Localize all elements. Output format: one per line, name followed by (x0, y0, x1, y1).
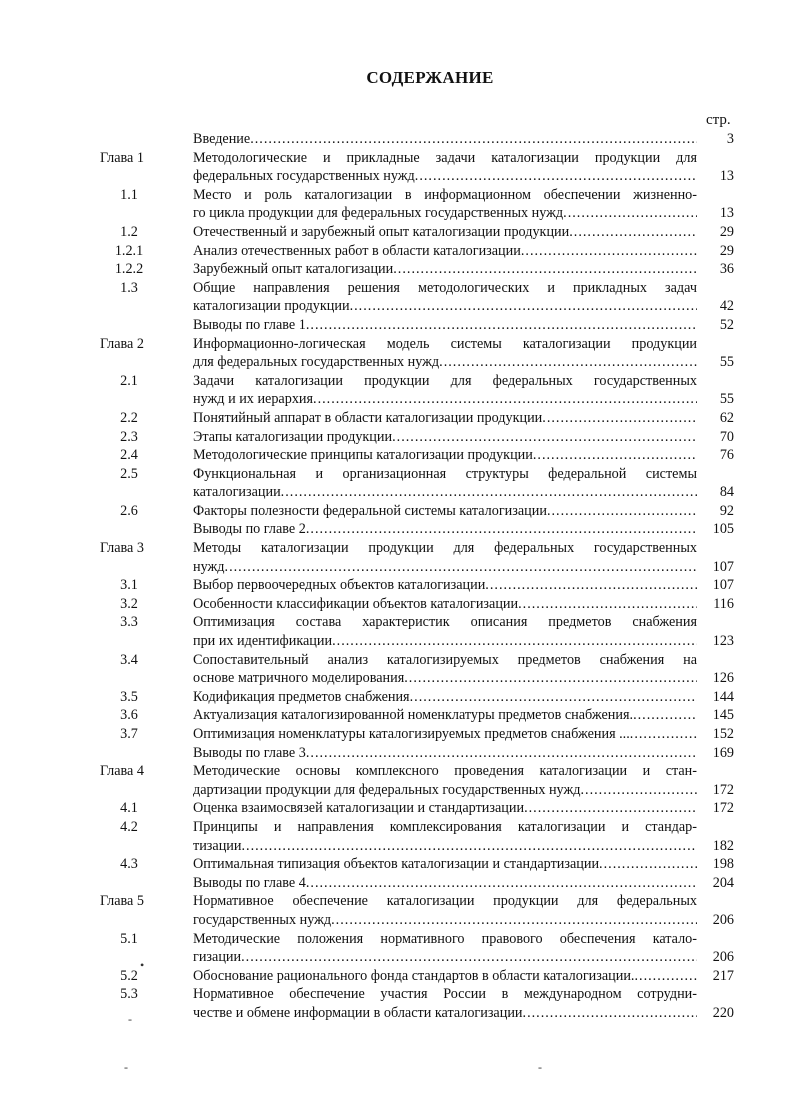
toc-entry-number: 3.6 (120, 707, 138, 724)
dot-leader (332, 632, 697, 651)
dot-leader (306, 316, 697, 335)
toc-entry-title: каталогизации продукции (193, 298, 350, 315)
dot-leader (599, 855, 697, 874)
toc-entry-line (0, 837, 794, 856)
toc-page-number: 206 (712, 911, 734, 928)
scan-speck: - (124, 1060, 128, 1074)
toc-page-number: 76 (719, 447, 734, 464)
toc-entry-title: основе матричного моделирования (193, 670, 405, 687)
toc-page-number: 92 (719, 502, 734, 519)
toc-page-number: 169 (712, 744, 734, 761)
toc-entry-title: Отечественный и зарубежный опыт каталогизации продукции (193, 223, 570, 240)
dot-leader (250, 130, 697, 149)
dot-leader (634, 967, 697, 986)
dot-leader (241, 948, 697, 967)
toc-entry-title: Методологические принципы каталогизации продукции (193, 447, 533, 464)
toc-entry-line (0, 316, 794, 335)
toc-page-number: 145 (712, 707, 734, 724)
toc-entry-number: 4.3 (120, 856, 138, 873)
dot-leader (404, 669, 697, 688)
toc-entry-line (0, 149, 794, 168)
toc-entry-line (0, 446, 794, 465)
toc-entry-line (0, 390, 794, 409)
toc-entry-title: Актуализация каталогизированной номенклатуры предметов снабжения. (193, 707, 634, 724)
toc-entry-line (0, 353, 794, 372)
toc-entry-number: 5.1 (120, 930, 138, 947)
toc-page-number: 206 (712, 949, 734, 966)
toc-entry-title: дартизации продукции для федеральных государственных нужд (193, 781, 581, 798)
toc-entry-number: 1.1 (120, 186, 138, 203)
toc-page-number: 84 (719, 484, 734, 501)
toc-entry-title: Оптимизация номенклатуры каталогизируемых предметов снабжения ... (193, 726, 630, 742)
toc-page-number: 152 (712, 726, 734, 742)
toc-entry-line (0, 892, 794, 911)
toc-entry-title: Зарубежный опыт каталогизации (193, 261, 394, 278)
toc-entry-line (0, 186, 794, 205)
toc-page-number: 29 (719, 223, 734, 240)
toc-entry-title: Выводы по главе 3 (193, 744, 306, 761)
toc-page-number: 55 (719, 391, 734, 408)
table-of-contents (0, 130, 794, 1023)
dot-leader (485, 576, 697, 595)
toc-entry-number: 2.3 (120, 428, 138, 445)
toc-page-number: 172 (712, 800, 734, 817)
toc-entry-title: Факторы полезности федеральной системы каталогизации (193, 502, 547, 519)
toc-entry-number: 2.5 (120, 465, 138, 482)
toc-entry-number: 3.4 (120, 651, 138, 668)
toc-entry-number: Глава 4 (100, 763, 144, 780)
toc-entry-number: Глава 5 (100, 893, 144, 910)
toc-entry-line (0, 874, 794, 893)
toc-entry-title: Оптимальная типизация объектов каталогизации и стандартизации (193, 856, 600, 873)
dot-leader (523, 1004, 697, 1023)
toc-entry-title: Общие направления решения методологических и прикладных задач (193, 279, 697, 296)
toc-entry-line (0, 632, 794, 651)
toc-entry-line (0, 725, 794, 744)
toc-entry-number: 1.2.1 (114, 242, 144, 259)
dot-leader (521, 242, 697, 261)
toc-entry-title: при их идентификации (193, 633, 333, 650)
toc-page-number: 55 (719, 354, 734, 371)
toc-entry-title: Выбор первоочередных объектов каталогизации (193, 577, 486, 594)
toc-entry-line (0, 465, 794, 484)
toc-entry-line (0, 297, 794, 316)
toc-entry-line (0, 985, 794, 1004)
toc-entry-title: Функциональная и организационная структуры федеральной системы (193, 465, 697, 482)
toc-entry-line (0, 502, 794, 521)
toc-entry-line (0, 539, 794, 558)
toc-entry-title: гизации (193, 949, 242, 966)
toc-entry-line (0, 409, 794, 428)
toc-entry-number: Глава 2 (100, 335, 144, 352)
toc-entry-line (0, 372, 794, 391)
toc-entry-number: 2.2 (120, 409, 138, 426)
toc-entry-title: Оценка взаимосвязей каталогизации и стандартизации (193, 800, 525, 817)
dot-leader (410, 688, 697, 707)
dot-leader (547, 502, 697, 521)
dot-leader (350, 297, 697, 316)
toc-page-number: 172 (712, 781, 734, 798)
toc-entry-title: Задачи каталогизации продукции для федеральных государственных (193, 372, 697, 389)
toc-page-number: 29 (719, 242, 734, 259)
toc-page-number: 52 (719, 316, 734, 333)
toc-entry-line (0, 651, 794, 670)
dot-leader (518, 595, 697, 614)
dot-leader (569, 223, 697, 242)
toc-page-number: 70 (719, 428, 734, 445)
toc-page-number: 42 (719, 298, 734, 315)
toc-entry-line (0, 911, 794, 930)
toc-entry-line (0, 242, 794, 261)
toc-entry-title: Обоснование рационального фонда стандартов в области каталогизации. (193, 967, 635, 984)
toc-entry-line (0, 223, 794, 242)
toc-entry-line (0, 279, 794, 298)
toc-entry-title: федеральных государственных нужд (193, 168, 415, 185)
toc-entry-line (0, 428, 794, 447)
toc-entry-line (0, 799, 794, 818)
toc-entry-line (0, 167, 794, 186)
toc-entry-title: Понятийный аппарат в области каталогизации продукции (193, 409, 543, 426)
toc-entry-line (0, 558, 794, 577)
dot-leader (542, 409, 697, 428)
toc-entry-line (0, 576, 794, 595)
toc-page-number: 116 (713, 595, 734, 612)
toc-entry-title: Выводы по главе 1 (193, 316, 306, 333)
toc-entry-line (0, 948, 794, 967)
toc-page-number: 220 (712, 1004, 734, 1021)
toc-entry-line (0, 1004, 794, 1023)
dot-leader (439, 353, 697, 372)
toc-entry-title: честве и обмене информации в области каталогизации (193, 1004, 523, 1021)
toc-entry-title: Особенности классификации объектов каталогизации (193, 595, 519, 612)
toc-page-number: 36 (719, 261, 734, 278)
toc-entry-number: 3.3 (120, 614, 138, 631)
toc-page-number: 62 (719, 409, 734, 426)
toc-entry-line (0, 855, 794, 874)
dot-leader (563, 204, 697, 223)
toc-entry-line (0, 130, 794, 149)
toc-page-number: 217 (712, 967, 734, 984)
toc-entry-number: 3.7 (120, 726, 138, 742)
toc-page-number: 182 (712, 837, 734, 854)
toc-entry-title: Введение (193, 131, 251, 147)
toc-entry-number: 4.2 (120, 818, 138, 835)
dot-leader (392, 428, 697, 447)
dot-leader (580, 781, 697, 800)
toc-page-number: 204 (712, 874, 734, 891)
toc-page-number: 3 (726, 131, 734, 147)
toc-entry-title: Кодификация предметов снабжения (193, 688, 410, 705)
page-column-header: стр. (706, 112, 731, 128)
toc-page-number: 13 (719, 168, 734, 185)
toc-entry-title: Нормативное обеспечение участия России в международном сотрудни- (193, 986, 697, 1003)
toc-page-number: 126 (712, 670, 734, 687)
toc-entry-title: для федеральных государственных нужд (193, 354, 440, 371)
toc-entry-title: го цикла продукции для федеральных государственных нужд (193, 205, 564, 222)
dot-leader (630, 725, 697, 744)
toc-entry-number: 1.3 (120, 279, 138, 296)
toc-entry-title: Нормативное обеспечение каталогизации продукции для федеральных (193, 893, 697, 910)
dot-leader (633, 706, 697, 725)
dot-leader (281, 483, 697, 502)
toc-entry-line (0, 967, 794, 986)
toc-entry-number: 3.1 (120, 577, 138, 594)
scan-speck: - (538, 1060, 542, 1074)
toc-entry-line (0, 669, 794, 688)
toc-entry-line (0, 204, 794, 223)
toc-entry-number: 4.1 (120, 800, 138, 817)
dot-leader (331, 911, 697, 930)
toc-entry-title: государственных нужд (193, 911, 332, 928)
toc-entry-title: Принципы и направления комплексирования каталогизации и стандар- (193, 818, 697, 835)
toc-entry-number: Глава 3 (100, 540, 144, 557)
toc-page-number: 123 (712, 633, 734, 650)
dot-leader (533, 446, 697, 465)
toc-entry-title: Информационно-логическая модель системы каталогизации продукции (193, 335, 697, 352)
toc-entry-line (0, 595, 794, 614)
toc-entry-title: Выводы по главе 4 (193, 874, 306, 891)
dot-leader (306, 520, 697, 539)
dot-leader (313, 390, 697, 409)
toc-entry-number: 2.1 (120, 372, 138, 389)
toc-entry-number: 5.2 (120, 967, 138, 984)
toc-entry-number: 1.2 (120, 223, 138, 240)
dot-leader (524, 799, 697, 818)
toc-entry-title: Оптимизация состава характеристик описания предметов снабжения (193, 614, 697, 631)
toc-entry-line (0, 930, 794, 949)
toc-entry-line (0, 613, 794, 632)
toc-entry-title: Этапы каталогизации продукции (193, 428, 393, 445)
toc-entry-title: Методические положения нормативного правового обеспечения катало- (193, 930, 697, 947)
toc-entry-line (0, 688, 794, 707)
scan-speck: • (140, 958, 145, 972)
toc-entry-title: Методологические и прикладные задачи каталогизации продукции для (193, 149, 697, 166)
toc-page-number: 107 (712, 577, 734, 594)
dot-leader (306, 744, 697, 763)
toc-entry-number: 5.3 (120, 986, 138, 1003)
toc-entry-number: 1.2.2 (114, 261, 144, 278)
toc-page-number: 198 (712, 856, 734, 873)
toc-page-number: 13 (719, 205, 734, 222)
toc-entry-number: 3.5 (120, 688, 138, 705)
toc-entry-line (0, 520, 794, 539)
toc-page-number: 144 (712, 688, 734, 705)
toc-entry-title: Место и роль каталогизации в информационном обеспечении жизненно- (193, 186, 697, 203)
toc-entry-line (0, 260, 794, 279)
toc-entry-line (0, 335, 794, 354)
toc-entry-title: Сопоставительный анализ каталогизируемых предметов снабжения на (193, 651, 697, 668)
toc-entry-title: каталогизации (193, 484, 281, 501)
toc-entry-title: Методические основы комплексного проведения каталогизации и стан- (193, 763, 697, 780)
page-title: СОДЕРЖАНИЕ (366, 68, 494, 87)
toc-entry-line (0, 781, 794, 800)
toc-entry-line (0, 762, 794, 781)
toc-entry-number: 3.2 (120, 595, 138, 612)
toc-entry-line (0, 744, 794, 763)
toc-page-number: 105 (712, 521, 734, 538)
toc-entry-title: Методы каталогизации продукции для федеральных государственных (193, 540, 697, 557)
toc-entry-title: нужд (193, 558, 225, 575)
toc-entry-line (0, 818, 794, 837)
dot-leader (225, 558, 697, 577)
dot-leader (393, 260, 697, 279)
toc-entry-number: 2.6 (120, 502, 138, 519)
toc-entry-number: Глава 1 (100, 149, 144, 166)
toc-entry-title: Выводы по главе 2 (193, 521, 306, 538)
toc-page-number: 107 (712, 558, 734, 575)
toc-entry-title: нужд и их иерархия (193, 391, 314, 408)
dot-leader (241, 837, 697, 856)
toc-entry-title: Анализ отечественных работ в области каталогизации (193, 242, 521, 259)
toc-entry-number: 2.4 (120, 447, 138, 464)
dot-leader (415, 167, 697, 186)
scan-speck: - (128, 1012, 132, 1026)
dot-leader (306, 874, 697, 893)
toc-entry-line (0, 483, 794, 502)
toc-entry-title: тизации (193, 837, 242, 854)
toc-entry-line (0, 706, 794, 725)
